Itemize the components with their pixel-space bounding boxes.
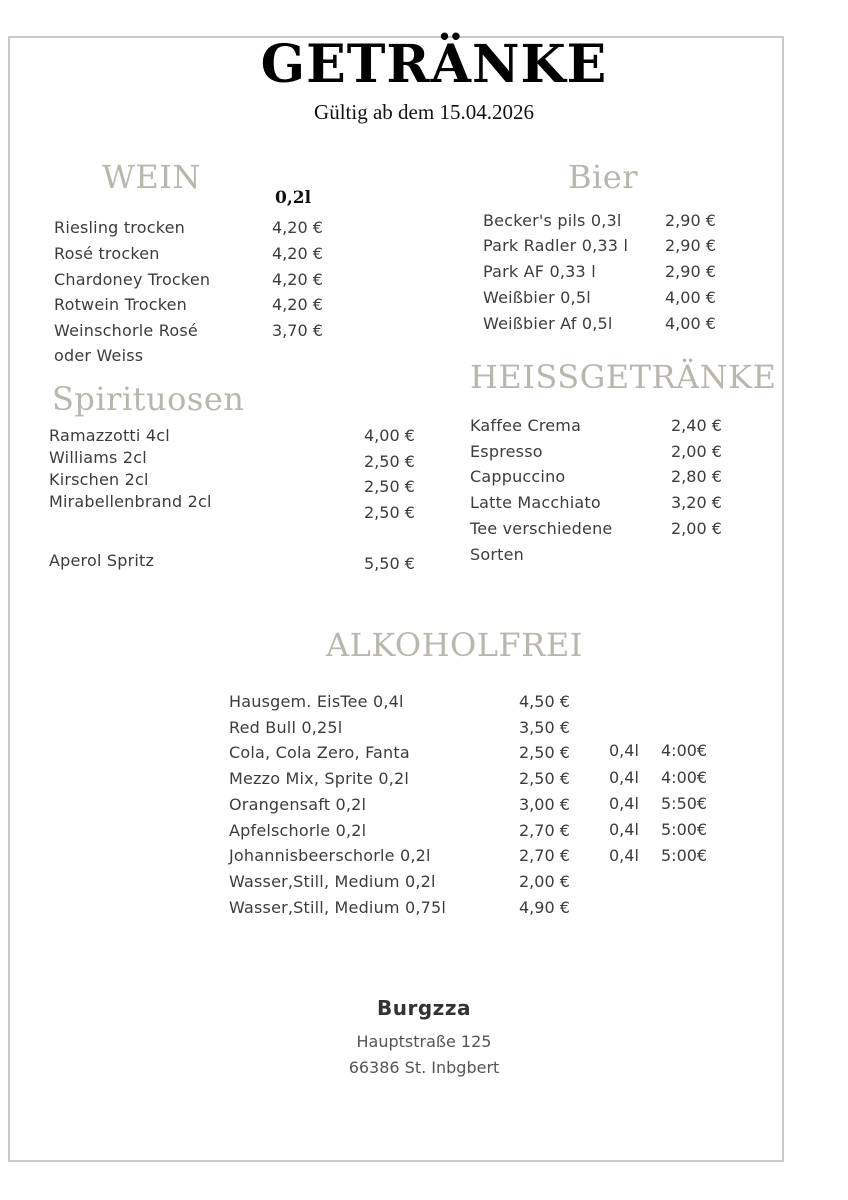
section-heading-wein: WEIN bbox=[102, 158, 201, 196]
item-price: 4,20 € bbox=[272, 270, 323, 289]
item-price: 4,90 € bbox=[519, 898, 570, 917]
list-item: Cola, Cola Zero, Fanta bbox=[229, 743, 410, 762]
list-item: oder Weiss bbox=[54, 346, 144, 365]
large-price: 5:00€ bbox=[661, 820, 708, 839]
list-item: Red Bull 0,25l bbox=[229, 718, 343, 737]
address-street: Hauptstraße 125 bbox=[356, 1032, 492, 1051]
item-price: 3,70 € bbox=[272, 321, 323, 340]
list-item: Rotwein Trocken bbox=[54, 295, 187, 314]
page-frame bbox=[8, 36, 784, 1162]
item-price: 2,50 € bbox=[364, 477, 415, 496]
list-item: Riesling trocken bbox=[54, 218, 185, 237]
item-price: 4,00 € bbox=[665, 314, 716, 333]
item-price: 3,20 € bbox=[671, 493, 722, 512]
item-price: 2,00 € bbox=[671, 442, 722, 461]
item-price: 4,00 € bbox=[665, 288, 716, 307]
wein-size-label: 0,2l bbox=[275, 188, 312, 208]
item-price: 2,70 € bbox=[519, 821, 570, 840]
item-price: 4,50 € bbox=[519, 692, 570, 711]
large-price: 4:00€ bbox=[661, 741, 708, 760]
list-item: Wasser,Still, Medium 0,2l bbox=[229, 872, 436, 891]
large-size: 0,4l bbox=[609, 794, 639, 813]
section-heading-bier: Bier bbox=[568, 158, 638, 196]
list-item: Weißbier Af 0,5l bbox=[483, 314, 613, 333]
large-price: 4:00€ bbox=[661, 768, 708, 787]
item-price: 2,90 € bbox=[665, 211, 716, 230]
list-item: Sorten bbox=[470, 545, 524, 564]
list-item: Tee verschiedene bbox=[470, 519, 613, 538]
item-price: 4,20 € bbox=[272, 295, 323, 314]
list-item: Ramazzotti 4cl bbox=[49, 426, 170, 445]
item-price: 4,20 € bbox=[272, 244, 323, 263]
item-price: 2,00 € bbox=[519, 872, 570, 891]
list-item: Latte Macchiato bbox=[470, 493, 601, 512]
large-size: 0,4l bbox=[609, 820, 639, 839]
list-item: Weinschorle Rosé bbox=[54, 321, 198, 340]
list-item: Kaffee Crema bbox=[470, 416, 582, 435]
item-price: 4,20 € bbox=[272, 218, 323, 237]
list-item: Aperol Spritz bbox=[49, 551, 155, 570]
item-price: 2,50 € bbox=[519, 769, 570, 788]
large-price: 5:50€ bbox=[661, 794, 708, 813]
item-price: 2,50 € bbox=[519, 743, 570, 762]
item-price: 2,90 € bbox=[665, 236, 716, 255]
list-item: Rosé trocken bbox=[54, 244, 160, 263]
item-price: 2,90 € bbox=[665, 262, 716, 281]
section-heading-alkoholfrei: ALKOHOLFREI bbox=[326, 626, 583, 664]
restaurant-name: Burgzza bbox=[377, 996, 471, 1020]
item-price: 2,50 € bbox=[364, 503, 415, 522]
item-price: 2,70 € bbox=[519, 846, 570, 865]
list-item: Park AF 0,33 l bbox=[483, 262, 596, 281]
list-item: Kirschen 2cl bbox=[49, 470, 149, 489]
large-size: 0,4l bbox=[609, 741, 639, 760]
page-title: GETRÄNKE bbox=[260, 34, 608, 95]
list-item: Becker's pils 0,3l bbox=[483, 211, 622, 230]
list-item: Johannisbeerschorle 0,2l bbox=[229, 846, 431, 865]
item-price: 5,50 € bbox=[364, 554, 415, 573]
section-heading-heissgetraenke: HEISSGETRÄNKE bbox=[470, 358, 777, 396]
list-item: Williams 2cl bbox=[49, 448, 147, 467]
item-price: 4,00 € bbox=[364, 426, 415, 445]
list-item: Cappuccino bbox=[470, 467, 566, 486]
item-price: 2,80 € bbox=[671, 467, 722, 486]
list-item: Orangensaft 0,2l bbox=[229, 795, 367, 814]
address-city: 66386 St. Inbgbert bbox=[348, 1058, 500, 1077]
list-item: Apfelschorle 0,2l bbox=[229, 821, 367, 840]
list-item: Chardoney Trocken bbox=[54, 270, 211, 289]
item-price: 3,50 € bbox=[519, 718, 570, 737]
list-item: Weißbier 0,5l bbox=[483, 288, 591, 307]
list-item: Park Radler 0,33 l bbox=[483, 236, 629, 255]
list-item: Wasser,Still, Medium 0,75l bbox=[229, 898, 447, 917]
item-price: 2,00 € bbox=[671, 519, 722, 538]
item-price: 2,40 € bbox=[671, 416, 722, 435]
large-size: 0,4l bbox=[609, 768, 639, 787]
large-size: 0,4l bbox=[609, 846, 639, 865]
list-item: Mirabellenbrand 2cl bbox=[49, 492, 212, 511]
list-item: Mezzo Mix, Sprite 0,2l bbox=[229, 769, 410, 788]
item-price: 3,00 € bbox=[519, 795, 570, 814]
list-item: Espresso bbox=[470, 442, 543, 461]
item-price: 2,50 € bbox=[364, 452, 415, 471]
list-item: Hausgem. EisTee 0,4l bbox=[229, 692, 404, 711]
valid-from-date: Gültig ab dem 15.04.2026 bbox=[314, 100, 534, 124]
section-heading-spirituosen: Spirituosen bbox=[52, 380, 245, 418]
large-price: 5:00€ bbox=[661, 846, 708, 865]
